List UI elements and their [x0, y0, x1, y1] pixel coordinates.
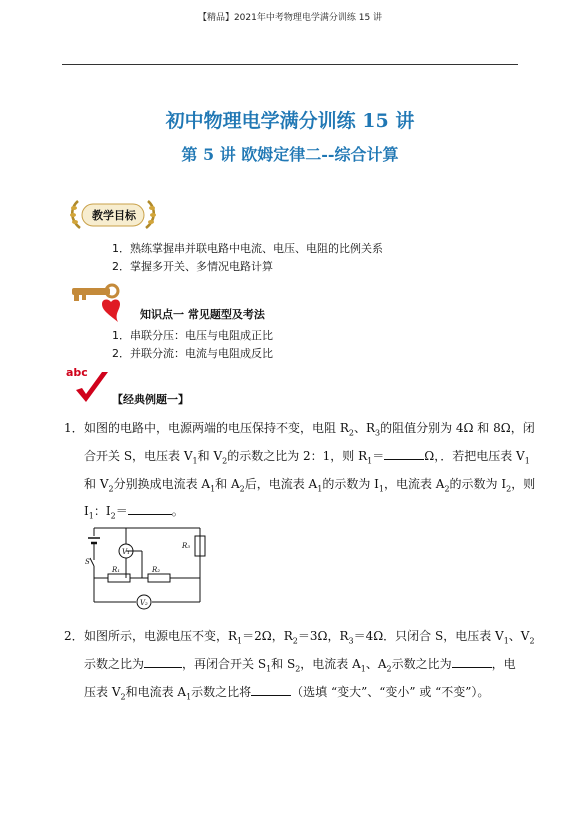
- lesson-subtitle: 第 5 讲 欧姆定律二--综合计算: [181, 145, 399, 164]
- answer-blank[interactable]: [144, 667, 182, 668]
- abc-icon-text: abc: [66, 366, 88, 379]
- knowledge-point-title: 知识点一 常见题型及考法: [140, 308, 265, 321]
- key-heart-icon: [68, 280, 128, 324]
- knowledge-item: 2．并联分流：电流与电阻成反比: [112, 347, 273, 360]
- v2-label: V₂: [140, 599, 148, 607]
- goals-badge-label: 教学目标: [92, 209, 136, 222]
- checkmark-icon: [72, 368, 112, 408]
- r3-label: R₃: [182, 542, 191, 550]
- document-title: 初中物理电学满分训练 15 讲: [165, 110, 415, 132]
- goal-item: 2．掌握多开关、多情况电路计算: [112, 260, 273, 273]
- knowledge-item: 1．串联分压：电压与电阻成正比: [112, 329, 273, 342]
- question-number: 2．: [64, 629, 84, 643]
- question-2-line-2: 示数之比为 ，再闭合开关 $S_1$和 $S_2$，电流表 $A_1$、$A_2$示数之比为 ，电: [84, 657, 516, 674]
- question-2-line-1: 如图所示，电源电压不变，$R_1=2\Omega$，$R_2=3\Omega$，$R_3=4\Omega$．只闭合 S，电压表 $V_1$、$V_2$: [84, 629, 535, 646]
- v1-label: V₁: [122, 548, 130, 556]
- question-1-line-2: 合开关 S，电压表 $V_1$和 $V_2$的示数之比为 2：1，则 $R_1= \Omega$，．若把电压表 $V_1$: [84, 449, 530, 466]
- answer-blank[interactable]: [251, 695, 291, 696]
- header-divider: [62, 64, 518, 65]
- question-1-line-4: $I_1$：$I_2=$ 。: [84, 504, 184, 521]
- r2-label: R₂: [152, 566, 161, 574]
- answer-blank[interactable]: [384, 459, 424, 460]
- question-number: 1．: [64, 421, 84, 435]
- goal-item: 1．熟练掌握串并联电路中电流、电压、电阻的比例关系: [112, 242, 383, 255]
- answer-blank[interactable]: [128, 514, 172, 515]
- question-2-line-3: 压表 $V_2$和电流表 $A_1$示数之比将 （选填 “变大”、“变小” 或 “不变”）。: [84, 685, 490, 702]
- question-1-line-3: 和 $V_2$分别换成电流表 $A_1$和 $A_2$后，电流表 $A_1$的示数为 $I_1$，电流表 $A_2$的示数为 $I_2$，则: [84, 477, 536, 494]
- circuit-diagram: [84, 522, 210, 614]
- examples-title: 【经典例题一】: [112, 393, 189, 406]
- answer-blank[interactable]: [452, 667, 492, 668]
- page-header: 【精品】2021年中考物理电学满分训练 15 讲: [197, 13, 383, 23]
- question-1-line-1: 如图的电路中，电源两端的电压保持不变，电阻 $R_2$、$R_3$的阻值分别为 4Ω 和 8Ω，闭: [84, 421, 535, 438]
- switch-label: S: [85, 558, 90, 566]
- r1-label: R₁: [112, 566, 121, 574]
